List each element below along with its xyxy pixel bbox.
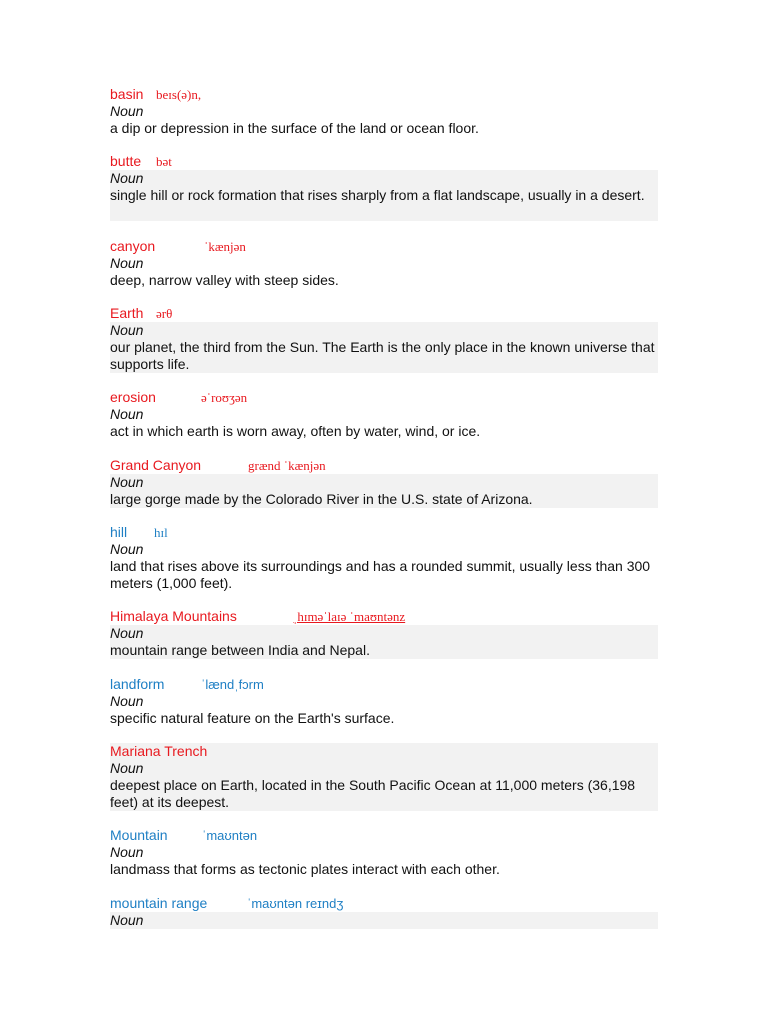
pronunciation: ˌhɪməˈlaɪə ˈmaʊntənz xyxy=(293,609,406,624)
entry-heading xyxy=(110,389,658,406)
term: Himalaya Mountains xyxy=(110,608,237,624)
definition: our planet, the third from the Sun. The Earth is the only place in the known universe that supports life. xyxy=(110,339,658,373)
pronunciation: bət xyxy=(156,154,172,169)
entry-heading xyxy=(110,524,658,541)
pronunciation: hɪl xyxy=(154,525,168,540)
definition: act in which earth is worn away, often by water, wind, or ice. xyxy=(110,423,481,439)
part-of-speech: Noun xyxy=(110,103,144,119)
pronunciation: ˈlændˌfɔrm xyxy=(201,677,264,692)
part-of-speech: Noun xyxy=(110,170,658,187)
term: mountain range xyxy=(110,895,208,911)
part-of-speech: Noun xyxy=(110,474,658,491)
term: Mariana Trench xyxy=(110,743,208,759)
definition: deepest place on Earth, located in the South Pacific Ocean at 11,000 meters (36,198 feet) at its deepest. xyxy=(110,777,658,811)
pronunciation: əˈroʊʒən xyxy=(201,390,248,405)
term: basin xyxy=(110,86,144,102)
entry-heading xyxy=(110,238,658,255)
entry-heading xyxy=(110,743,658,760)
entry-heading xyxy=(110,305,658,322)
part-of-speech: Noun xyxy=(110,322,658,339)
part-of-speech: Noun xyxy=(110,406,144,422)
part-of-speech: Noun xyxy=(110,844,144,860)
part-of-speech: Noun xyxy=(110,255,144,271)
glossary-entry xyxy=(110,305,658,373)
definition: land that rises above its surroundings and has a rounded summit, usually less than 300 meters (1,000 feet). xyxy=(110,558,651,591)
glossary-entry xyxy=(110,153,658,221)
term: canyon xyxy=(110,238,156,254)
part-of-speech: Noun xyxy=(110,912,658,929)
entry-heading xyxy=(110,86,658,103)
glossary-entry xyxy=(110,743,658,811)
definition: a dip or depression in the surface of the land or ocean floor. xyxy=(110,120,479,136)
entry-heading xyxy=(110,153,658,170)
definition: specific natural feature on the Earth's surface. xyxy=(110,710,395,726)
glossary-entry xyxy=(110,238,658,289)
pronunciation: ˈkænjən xyxy=(204,239,246,254)
term: Mountain xyxy=(110,827,168,843)
term: landform xyxy=(110,676,165,692)
glossary-entry xyxy=(110,389,658,440)
glossary-entry xyxy=(110,608,658,659)
glossary-entry xyxy=(110,895,658,929)
pronunciation: beɪs(ə)n, xyxy=(156,87,202,102)
entry-heading xyxy=(110,608,658,625)
entry-heading xyxy=(110,827,658,844)
glossary-entry xyxy=(110,524,658,592)
entry-heading xyxy=(110,895,658,912)
definition: large gorge made by the Colorado River in the U.S. state of Arizona. xyxy=(110,491,658,508)
entry-heading xyxy=(110,457,658,474)
term: erosion xyxy=(110,389,156,405)
part-of-speech: Noun xyxy=(110,693,144,709)
part-of-speech: Noun xyxy=(110,760,658,777)
definition: deep, narrow valley with steep sides. xyxy=(110,272,339,288)
part-of-speech: Noun xyxy=(110,541,144,557)
glossary-entry xyxy=(110,86,658,137)
part-of-speech: Noun xyxy=(110,625,658,642)
glossary-entry xyxy=(110,457,658,508)
definition: single hill or rock formation that rises sharply from a flat landscape, usually in a desert. xyxy=(110,187,658,221)
pronunciation: ˈmaʊntən reɪndʒ xyxy=(247,896,344,911)
term: Earth xyxy=(110,305,144,321)
pronunciation: ˈmaʊntən xyxy=(202,828,258,843)
pronunciation: ərθ xyxy=(156,306,173,321)
definition: mountain range between India and Nepal. xyxy=(110,642,658,659)
entry-heading xyxy=(110,676,658,693)
term: hill xyxy=(110,524,128,540)
definition: landmass that forms as tectonic plates interact with each other. xyxy=(110,861,500,877)
pronunciation: grænd ˈkænjən xyxy=(248,458,326,473)
glossary-entry xyxy=(110,676,658,727)
term: Grand Canyon xyxy=(110,457,202,473)
term: butte xyxy=(110,153,142,169)
glossary-entry xyxy=(110,827,658,878)
